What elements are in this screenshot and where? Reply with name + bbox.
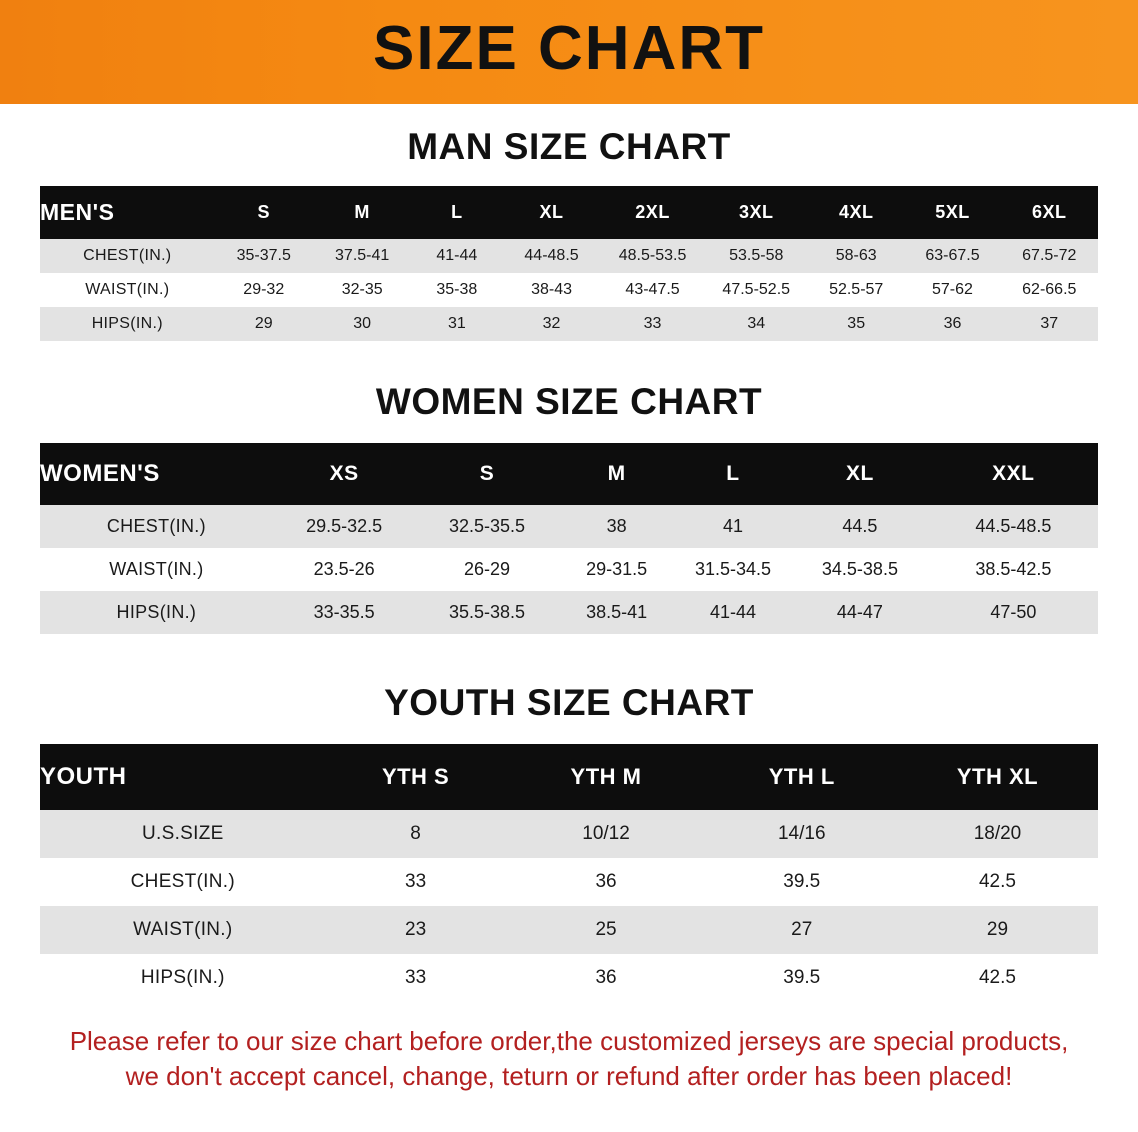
cell: 23 — [326, 906, 506, 954]
cell: 37.5-41 — [313, 239, 411, 273]
col-header-s: S — [215, 186, 313, 239]
notice-line-1: Please refer to our size chart before order,the customized jerseys are special products, — [69, 1026, 1069, 1056]
cell: 41-44 — [411, 239, 502, 273]
cell: 25 — [506, 906, 707, 954]
col-header-3xl: 3XL — [704, 186, 808, 239]
man-table-wrapper — [40, 186, 1098, 341]
cell: 18/20 — [897, 810, 1098, 858]
cell: 37 — [1001, 307, 1098, 341]
cell: 32.5-35.5 — [416, 505, 559, 548]
cell: 44.5 — [791, 505, 929, 548]
cell: 29 — [215, 307, 313, 341]
cell: 35-38 — [411, 273, 502, 307]
table-row — [40, 505, 1098, 548]
cell: 38.5-41 — [558, 591, 674, 634]
row-label-waist: WAIST(IN.) — [40, 548, 273, 591]
cell: 33 — [601, 307, 705, 341]
table-row — [40, 591, 1098, 634]
cell: 39.5 — [707, 858, 897, 906]
cell: 36 — [506, 858, 707, 906]
women-section-title: WOMEN SIZE CHART — [375, 381, 763, 422]
row-label-waist: WAIST(IN.) — [40, 273, 215, 307]
cell: 39.5 — [707, 954, 897, 1002]
table-header-row — [40, 443, 1098, 505]
col-header-s: S — [416, 443, 559, 505]
women-table-wrapper — [40, 443, 1098, 634]
col-header-yth-xl: YTH XL — [897, 744, 1098, 810]
cell: 32-35 — [313, 273, 411, 307]
youth-section-title: YOUTH SIZE CHART — [384, 682, 754, 723]
cell: 29-31.5 — [558, 548, 674, 591]
cell: 31.5-34.5 — [675, 548, 791, 591]
cell: 47-50 — [929, 591, 1098, 634]
cell: 35 — [808, 307, 904, 341]
cell: 32 — [502, 307, 600, 341]
cell: 41 — [675, 505, 791, 548]
cell: 44-47 — [791, 591, 929, 634]
col-header-l: L — [675, 443, 791, 505]
table-header-row — [40, 744, 1098, 810]
col-header-6xl: 6XL — [1001, 186, 1098, 239]
col-header-label: MEN'S — [40, 186, 215, 239]
cell: 29-32 — [215, 273, 313, 307]
row-label-chest: CHEST(IN.) — [40, 239, 215, 273]
table-row — [40, 906, 1098, 954]
table-row — [40, 548, 1098, 591]
cell: 42.5 — [897, 954, 1098, 1002]
table-row — [40, 858, 1098, 906]
col-header-yth-m: YTH M — [506, 744, 707, 810]
cell: 38-43 — [502, 273, 600, 307]
cell: 43-47.5 — [601, 273, 705, 307]
table-row — [40, 954, 1098, 1002]
col-header-xs: XS — [273, 443, 416, 505]
cell: 52.5-57 — [808, 273, 904, 307]
cell: 38 — [558, 505, 674, 548]
cell: 48.5-53.5 — [601, 239, 705, 273]
col-header-2xl: 2XL — [601, 186, 705, 239]
cell: 35-37.5 — [215, 239, 313, 273]
cell: 62-66.5 — [1001, 273, 1098, 307]
table-row — [40, 307, 1098, 341]
row-label-hips: HIPS(IN.) — [40, 954, 326, 1002]
cell: 47.5-52.5 — [704, 273, 808, 307]
col-header-yth-s: YTH S — [326, 744, 506, 810]
cell: 41-44 — [675, 591, 791, 634]
row-label-chest: CHEST(IN.) — [40, 505, 273, 548]
col-header-label: WOMEN'S — [40, 443, 273, 505]
cell: 10/12 — [506, 810, 707, 858]
cell: 31 — [411, 307, 502, 341]
row-label-hips: HIPS(IN.) — [40, 307, 215, 341]
table-header-row — [40, 186, 1098, 239]
cell: 34 — [704, 307, 808, 341]
youth-size-table — [40, 744, 1098, 1002]
cell: 26-29 — [416, 548, 559, 591]
cell: 29 — [897, 906, 1098, 954]
cell: 44.5-48.5 — [929, 505, 1098, 548]
col-header-label: YOUTH — [40, 744, 326, 810]
youth-table-wrapper — [40, 744, 1098, 1002]
page-banner — [0, 0, 1138, 104]
cell: 57-62 — [904, 273, 1000, 307]
cell: 67.5-72 — [1001, 239, 1098, 273]
row-label-chest: CHEST(IN.) — [40, 858, 326, 906]
col-header-xl: XL — [502, 186, 600, 239]
row-label-hips: HIPS(IN.) — [40, 591, 273, 634]
order-notice — [34, 1024, 1104, 1094]
cell: 38.5-42.5 — [929, 548, 1098, 591]
cell: 35.5-38.5 — [416, 591, 559, 634]
women-size-table — [40, 443, 1098, 634]
row-label-waist: WAIST(IN.) — [40, 906, 326, 954]
cell: 34.5-38.5 — [791, 548, 929, 591]
col-header-m: M — [558, 443, 674, 505]
cell: 8 — [326, 810, 506, 858]
cell: 44-48.5 — [502, 239, 600, 273]
row-label-us-size: U.S.SIZE — [40, 810, 326, 858]
page-title: SIZE CHART — [373, 14, 765, 83]
cell: 36 — [904, 307, 1000, 341]
cell: 42.5 — [897, 858, 1098, 906]
cell: 33 — [326, 858, 506, 906]
col-header-xl: XL — [791, 443, 929, 505]
cell: 14/16 — [707, 810, 897, 858]
cell: 29.5-32.5 — [273, 505, 416, 548]
notice-line-2: we don't accept cancel, change, teturn or refund after order has been placed! — [125, 1061, 1013, 1092]
col-header-l: L — [411, 186, 502, 239]
col-header-yth-l: YTH L — [707, 744, 897, 810]
cell: 30 — [313, 307, 411, 341]
man-section-title: MAN SIZE CHART — [407, 126, 731, 167]
cell: 36 — [506, 954, 707, 1002]
table-row — [40, 239, 1098, 273]
cell: 23.5-26 — [273, 548, 416, 591]
man-size-table — [40, 186, 1098, 341]
cell: 53.5-58 — [704, 239, 808, 273]
col-header-4xl: 4XL — [808, 186, 904, 239]
table-row — [40, 810, 1098, 858]
table-row — [40, 273, 1098, 307]
cell: 33 — [326, 954, 506, 1002]
cell: 33-35.5 — [273, 591, 416, 634]
col-header-5xl: 5XL — [904, 186, 1000, 239]
col-header-xxl: XXL — [929, 443, 1098, 505]
cell: 58-63 — [808, 239, 904, 273]
col-header-m: M — [313, 186, 411, 239]
cell: 63-67.5 — [904, 239, 1000, 273]
cell: 27 — [707, 906, 897, 954]
